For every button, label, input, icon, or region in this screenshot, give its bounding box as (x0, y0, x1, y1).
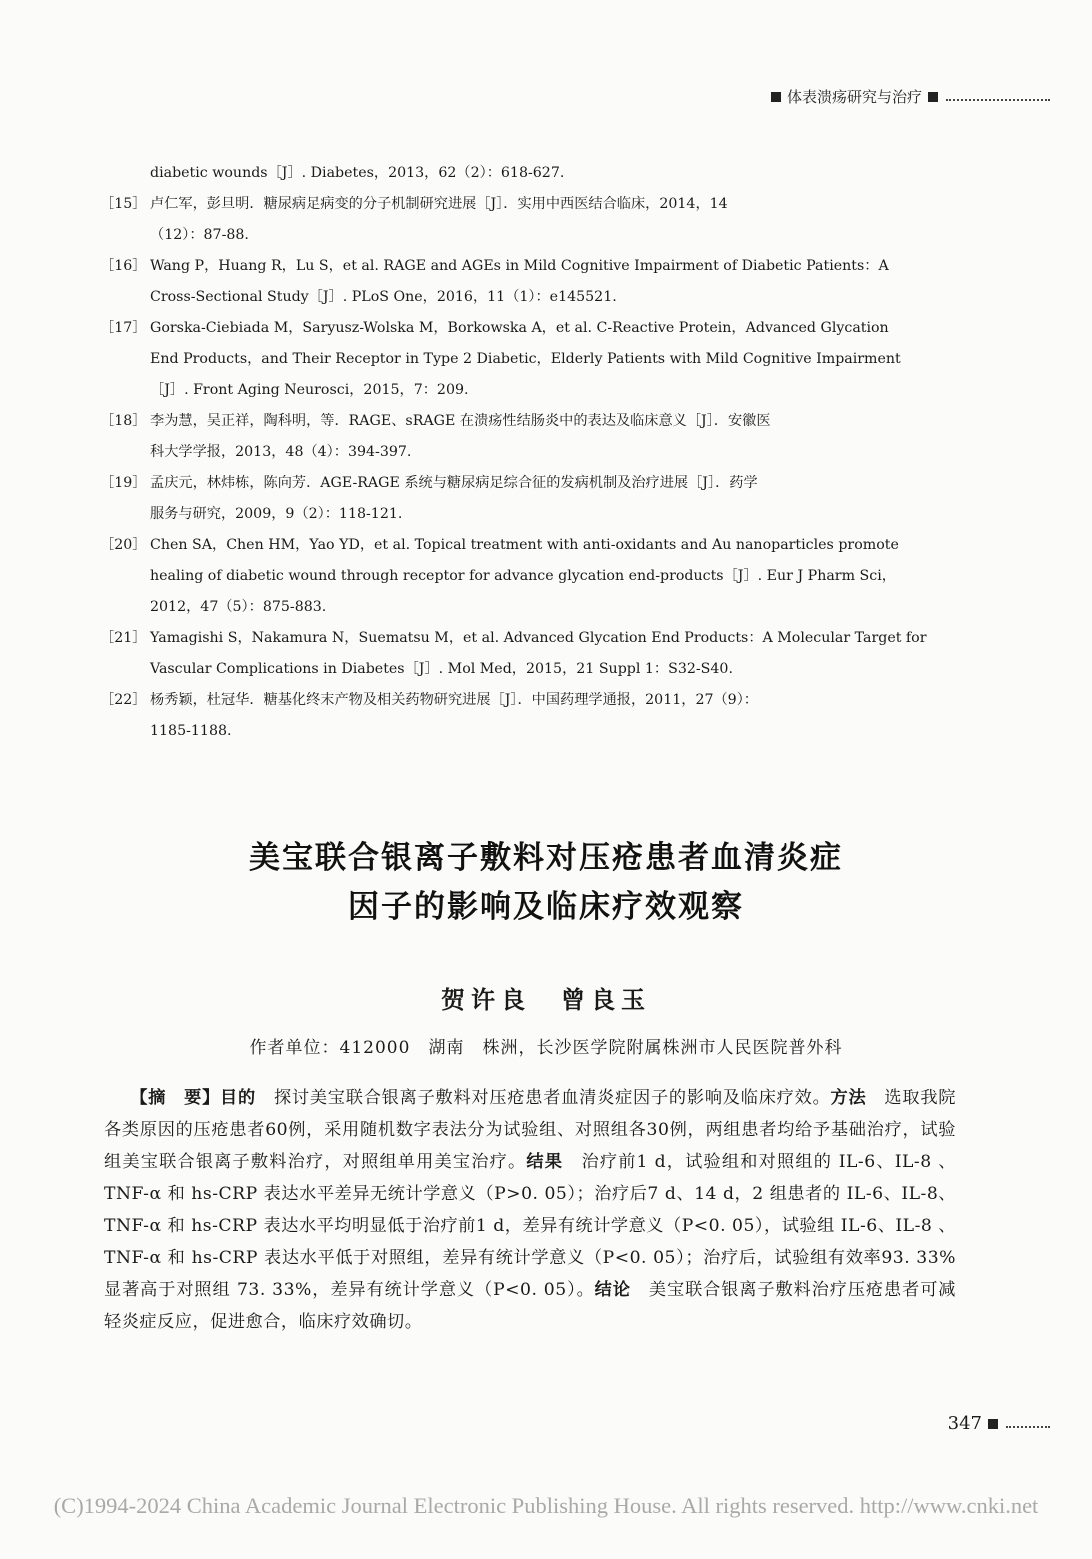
abstract-keyword-objective: 目的 (220, 1088, 256, 1108)
reference-text: healing of diabetic wound through receptor for advance glycation end-products［J］. Eur J Pharm Sci， (150, 568, 896, 584)
reference-item (100, 189, 956, 220)
reference-item (100, 406, 956, 437)
reference-text: 杨秀颖，杜冠华．糖基化终末产物及相关药物研究进展［J］．中国药理学通报，2011，27（9）： (150, 692, 758, 708)
reference-text: End Products，and Their Receptor in Type 2 Diabetic，Elderly Patients with Mild Cognitive Impairment (150, 351, 901, 367)
reference-number: ［21］ (100, 630, 147, 646)
reference-item (100, 158, 956, 189)
reference-number: ［16］ (100, 258, 147, 274)
square-bullet-icon (928, 92, 938, 102)
reference-text: diabetic wounds［J］. Diabetes，2013，62（2）：618-627. (150, 165, 565, 181)
reference-text: Chen SA，Chen HM，Yao YD，et al. Topical treatment with anti-oxidants and Au nanoparticles promote (150, 537, 899, 553)
reference-text: Vascular Complications in Diabetes［J］. Mol Med，2015，21 Suppl 1：S32-S40. (150, 661, 733, 677)
abstract-keyword-method: 方法 (830, 1088, 867, 1108)
reference-item (100, 530, 956, 561)
reference-item (100, 282, 956, 313)
author-affiliation: 作者单位：412000 湖南 株洲，长沙医学院附属株洲市人民医院普外科 (249, 1038, 843, 1058)
reference-item (100, 220, 956, 251)
article-authors: 贺许良 曾良玉 (441, 985, 651, 1014)
reference-item (100, 592, 956, 623)
dotted-leader (946, 99, 1050, 101)
abstract-method: 选取我院各类原因的压疮患者60例，采用随机数字表法分为试验组、对照组各30例，两组患者均给予基础治疗，试验组美宝联合银离子敷料治疗，对照组单用美宝治疗。 (104, 1088, 956, 1172)
reference-text: ［J］. Front Aging Neurosci，2015，7：209. (150, 382, 469, 398)
reference-list (100, 158, 956, 747)
abstract (104, 1082, 956, 1338)
reference-number: ［19］ (100, 475, 147, 491)
reference-text: Cross-Sectional Study［J］. PLoS One，2016，11（1）：e145521. (150, 289, 617, 305)
reference-item (100, 623, 956, 654)
reference-item (100, 437, 956, 468)
square-bullet-icon (771, 92, 781, 102)
article-title-line: 因子的影响及临床疗效观察 (348, 889, 744, 925)
reference-number: ［15］ (100, 196, 147, 212)
reference-text: Wang P，Huang R，Lu S，et al. RAGE and AGEs in Mild Cognitive Impairment of Diabetic Patients：A (150, 258, 889, 274)
reference-text: 2012，47（5）：875-883. (150, 599, 327, 615)
reference-text: （12）：87-88. (150, 227, 249, 243)
reference-text: 李为慧，吴正祥，陶科明，等．RAGE、sRAGE 在溃疡性结肠炎中的表达及临床意义［J］．安徽医 (150, 413, 771, 429)
reference-item (100, 468, 956, 499)
abstract-keyword-result: 结果 (526, 1152, 564, 1172)
abstract-keyword-conclusion: 结论 (594, 1280, 631, 1300)
reference-text: 孟庆元，林炜栋，陈向芳．AGE-RAGE 系统与糖尿病足综合征的发病机制及治疗进展［J］．药学 (150, 475, 758, 491)
reference-item (100, 499, 956, 530)
page-number: 347 (947, 1413, 982, 1434)
reference-text: 1185-1188. (150, 723, 232, 739)
reference-number: ［20］ (100, 537, 147, 553)
running-head (771, 86, 1050, 107)
copyright-notice: (C)1994-2024 China Academic Journal Electronic Publishing House. All rights reserved. http://www.cnki.net (53, 1493, 1039, 1518)
reference-text: Gorska-Ciebiada M，Saryusz-Wolska M，Borkowska A，et al. C-Reactive Protein，Advanced Glycation (150, 320, 889, 336)
running-head-title: 体表溃疡研究与治疗 (786, 88, 922, 106)
reference-item (100, 375, 956, 406)
reference-item (100, 251, 956, 282)
reference-text: Yamagishi S，Nakamura N，Suematsu M，et al. Advanced Glycation End Products：A Molecular Target for (150, 630, 927, 646)
abstract-objective: 探讨美宝联合银离子敷料对压疮患者血清炎症因子的影响及临床疗效。 (273, 1088, 831, 1108)
reference-number: ［17］ (100, 320, 147, 336)
reference-item (100, 344, 956, 375)
article-title (0, 834, 1092, 932)
reference-text: 卢仁军，彭旦明．糖尿病足病变的分子机制研究进展［J］．实用中西医结合临床，2014，14 (150, 196, 728, 212)
reference-item (100, 716, 956, 747)
reference-item (100, 313, 956, 344)
square-bullet-icon (988, 1419, 998, 1429)
reference-text: 科大学学报，2013，48（4）：394-397. (150, 444, 412, 460)
reference-number: ［18］ (100, 413, 147, 429)
reference-number: ［22］ (100, 692, 147, 708)
abstract-label: 【摘 要】 (130, 1088, 221, 1108)
abstract-conclusion: 美宝联合银离子敷料治疗压疮患者可减轻炎症反应，促进愈合，临床疗效确切。 (104, 1280, 956, 1332)
reference-item (100, 654, 956, 685)
page-folio (948, 1413, 1050, 1434)
dotted-leader (1006, 1426, 1050, 1428)
article-title-line: 美宝联合银离子敷料对压疮患者血清炎症 (249, 840, 843, 876)
reference-item (100, 561, 956, 592)
reference-text: 服务与研究，2009，9（2）：118-121. (150, 506, 403, 522)
reference-item (100, 685, 956, 716)
abstract-result: 治疗前1 d，试验组和对照组的 IL-6、IL-8 、TNF-α 和 hs-CRP 表达水平差异无统计学意义（P>0. 05）；治疗后7 d、14 d，2 组患者的 IL-6、IL-8、TNF-α 和 hs-CRP 表达水平均明显低于治疗前1 d，差异有统计学意义（P<0. 05），试验组 IL-6、IL-8 、TNF-α 和 hs-CRP 表达水平低于对照组，差异有统计学意义（P<0. 05）；治疗后，试验组有效率93. 33%显著高于对照组 73. 33%，差异有统计学意义（P<0. 05）。 (104, 1152, 956, 1300)
